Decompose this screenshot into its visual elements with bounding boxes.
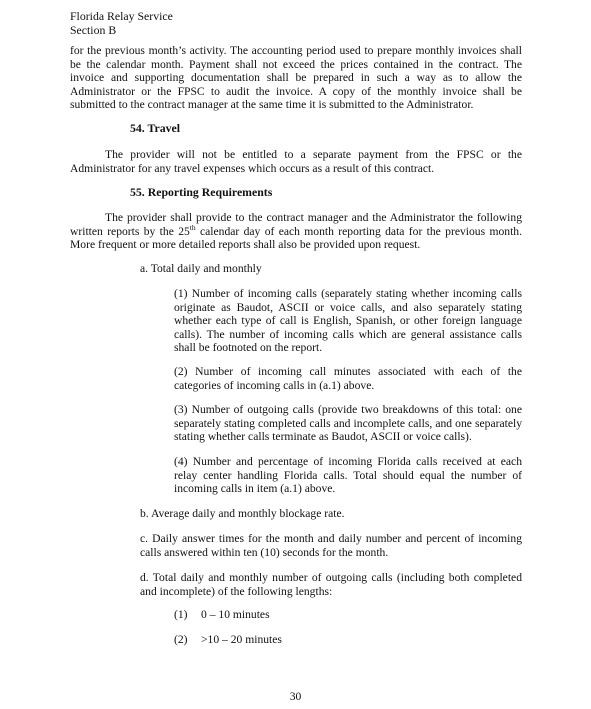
text-line: calls answered within ten (10) seconds for the month.: [140, 545, 389, 559]
text-line: for the previous month’s activity. The accounting period used to prepare monthly invoices shall: [70, 44, 522, 57]
text-line: separately stating completed calls and incomplete calls, and one separately: [174, 416, 522, 430]
text-line: (4) Number and percentage of incoming Florida calls received at each: [174, 455, 522, 468]
text-line: submitted to the contract manager at the same time it is submitted to the Administrator.: [70, 98, 474, 112]
text-line: (1) Number of incoming calls (separately stating whether incoming calls: [174, 287, 522, 300]
header-section: Section B: [70, 22, 117, 37]
text-line: The provider shall provide to the contract manager and the Administrator the following: [105, 211, 522, 224]
text-line: and incomplete) of the following lengths:: [140, 584, 333, 598]
text-line: relay center handling Florida calls. Total should equal the number of: [174, 468, 522, 482]
sub-item-text: 0 – 10 minutes: [201, 608, 270, 621]
list-item-c: [140, 532, 522, 559]
text-line: (2) Number of incoming call minutes associated with each of the: [174, 365, 522, 378]
sub-item-d1: [174, 608, 374, 622]
text-line: incoming calls in item (a.1) above.: [174, 482, 336, 496]
sub-item-number: (1): [174, 608, 188, 621]
list-item-a: a. Total daily and monthly: [140, 262, 262, 275]
text-line: categories of incoming calls in (a.1) above.: [174, 378, 375, 392]
section-heading-travel: 54. Travel: [130, 121, 181, 135]
sub-item-a4: [174, 455, 522, 496]
text-line: More frequent or more detailed reports shall also be provided upon request.: [70, 238, 421, 252]
travel-paragraph: [70, 148, 522, 175]
text-line: shall be footnoted on the report.: [174, 341, 323, 355]
text-line: originate as Baudot, ASCII or voice calls, and also separately stating: [174, 300, 522, 314]
text-line: Administrator for any travel expenses which occurs as a result of this contract.: [70, 161, 435, 175]
text-line: whether each type of call is English, Spanish, or other foreign language: [174, 314, 522, 328]
text-line: The provider will not be entitled to a separate payment from the FPSC or the: [105, 148, 522, 161]
text-line: be the calendar month. Payment shall not exceed the prices contained in the contract. The: [70, 57, 522, 71]
list-item-b: b. Average daily and monthly blockage rate.: [140, 507, 345, 520]
text-line: written reports by the 25th calendar day of each month reporting data for the previous month.: [70, 222, 522, 238]
text-line: calls). The number of incoming calls which are general assistance calls: [174, 327, 522, 341]
list-item-d: [140, 571, 522, 598]
text-line: (3) Number of outgoing calls (provide two breakdowns of this total: one: [174, 403, 522, 416]
text-line: d. Total daily and monthly number of outgoing calls (including both completed: [140, 571, 522, 584]
sub-item-a3: [174, 403, 522, 444]
reporting-paragraph: [70, 211, 522, 252]
text-line: stating whether calls terminate as Baudot, ASCII or voice calls).: [174, 430, 472, 444]
text-line: invoice and supporting documentation shall be prepared in such a way as to allow the: [70, 71, 522, 85]
sub-item-text: >10 – 20 minutes: [201, 633, 282, 646]
page-number: 30: [289, 690, 302, 703]
sub-item-a2: [174, 365, 522, 392]
text-line: Administrator or the FPSC to audit the invoice. A copy of the monthly invoice shall be: [70, 84, 522, 98]
sub-item-a1: [174, 287, 522, 355]
header-title: Florida Relay Service: [70, 9, 173, 23]
text-line: c. Daily answer times for the month and daily number and percent of incoming: [140, 532, 522, 545]
sub-item-number: (2): [174, 633, 188, 646]
section-heading-reporting: 55. Reporting Requirements: [130, 185, 273, 199]
sub-item-d2: [174, 633, 374, 647]
intro-paragraph: [70, 44, 522, 112]
page-header: [70, 10, 173, 37]
